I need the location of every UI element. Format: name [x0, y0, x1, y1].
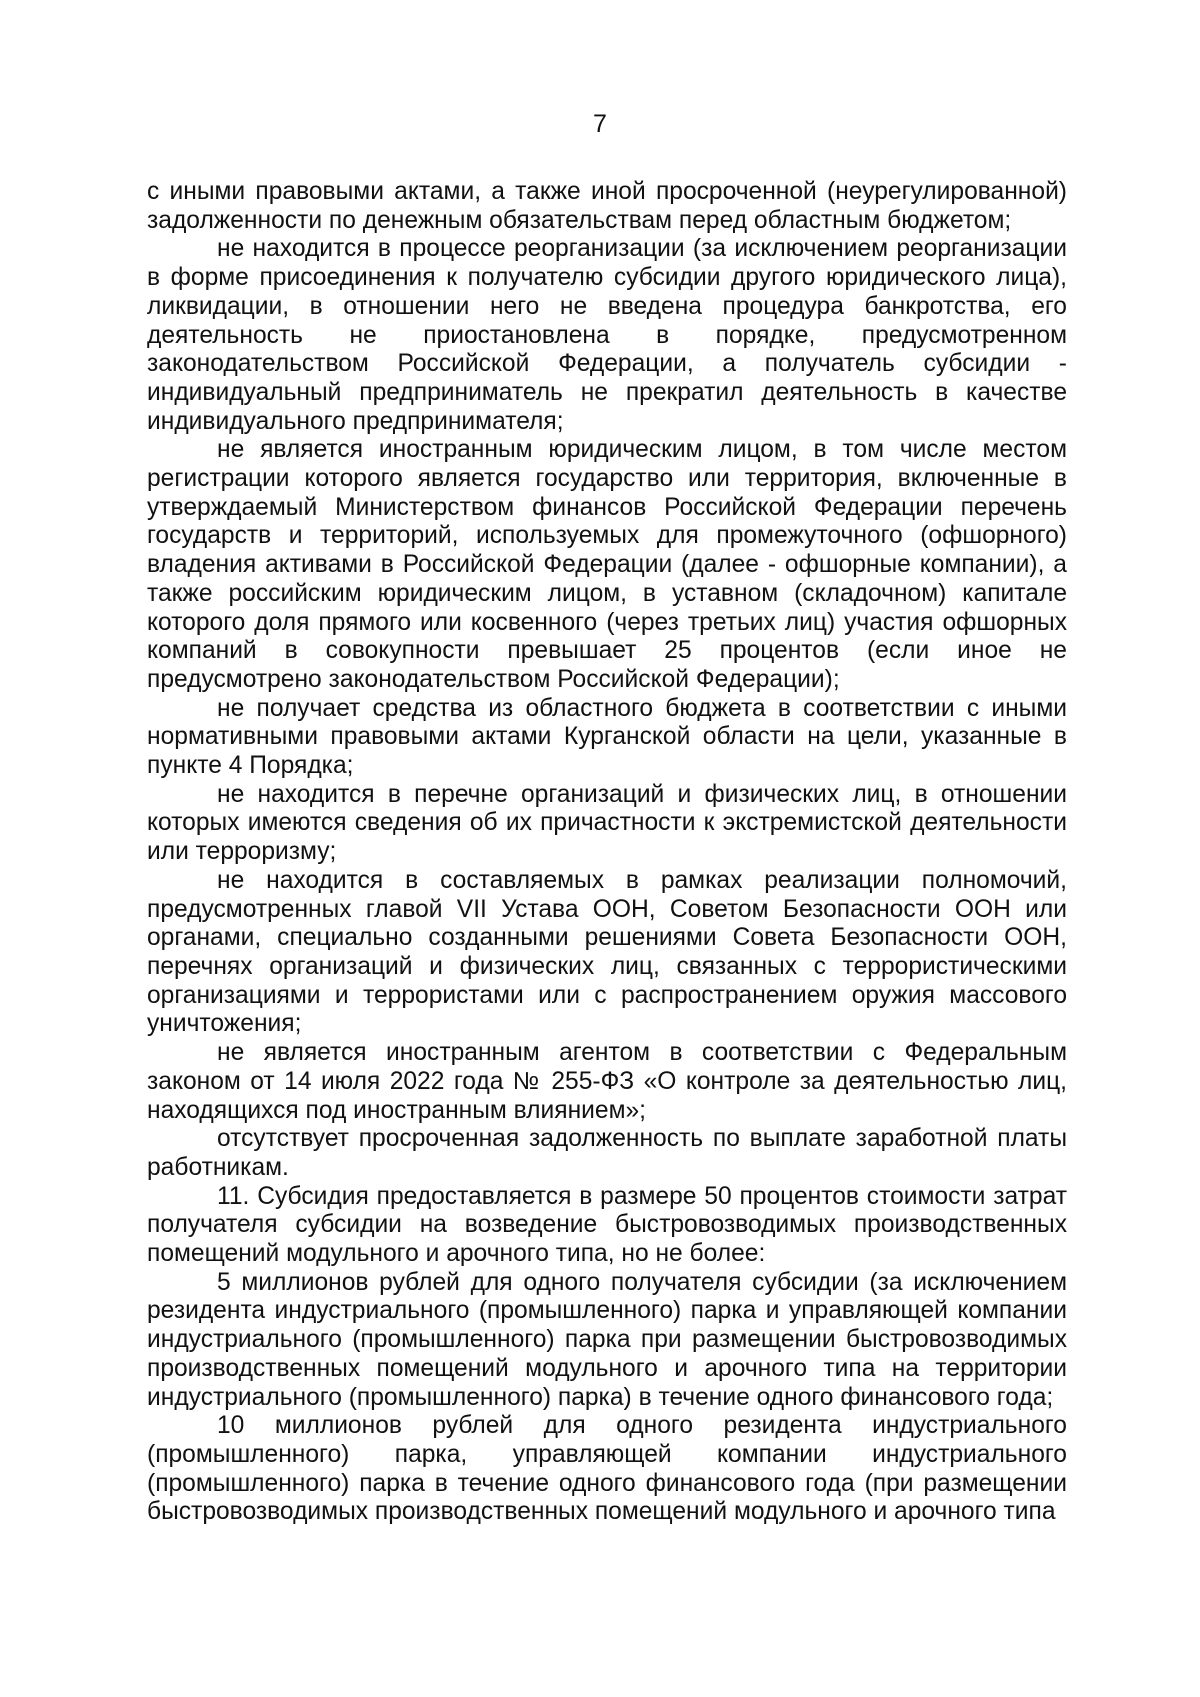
document-body — [147, 178, 1067, 1527]
paragraph-item-11: 11. Субсидия предоставляется в размере 50 процентов стоимости затрат получателя субсидии на возведение быстровозводимых производственных помещений модульного и арочного типа, но не более: — [147, 1182, 1067, 1268]
paragraph-continuation: с иными правовыми актами, а также иной просроченной (неурегулированной) задолженности по денежным обязательствам перед областным бюджетом; — [147, 178, 1067, 234]
paragraph-foreign-entity: не является иностранным юридическим лицом, в том числе местом регистрации которого является государство или территория, включенные в утверждаемый Министерством финансов Российской Федерации перечень государств и территорий, используемых для промежуточного (офшорного) владения активами в Российской Федерации (далее - офшорные компании), а также российским юридическим лицом, в уставном (складочном) капитале которого доля прямого или косвенного (через третьих лиц) участия офшорных компаний в совокупности превышает 25 процентов (если иное не предусмотрено законодательством Российской Федерации); — [147, 436, 1067, 693]
paragraph-extremism-list: не находится в перечне организаций и физических лиц, в отношении которых имеются сведения об их причастности к экстремистской деятельности или терроризму; — [147, 780, 1067, 866]
page-number: 7 — [593, 110, 607, 138]
paragraph-limit-5-million: 5 миллионов рублей для одного получателя субсидии (за исключением резидента индустриального (промышленного) парка и управляющей компании индустриального (промышленного) парка при размещении быстровозводимых производственных помещений модульного и арочного типа на территории индустриального (промышленного) парка) в течение одного финансового года; — [147, 1268, 1067, 1411]
paragraph-reorganization: не находится в процессе реорганизации (за исключением реорганизации в форме присоединения к получателю субсидии другого юридического лица), ликвидации, в отношении него не введена процедура банкротства, его деятельность не приостановлена в порядке, предусмотренном законодательством Российской Федерации, а получатель субсидии - индивидуальный предприниматель не прекратил деятельность в качестве индивидуального предпринимателя; — [147, 235, 1067, 435]
paragraph-wage-arrears: отсутствует просроченная задолженность по выплате заработной платы работникам. — [147, 1125, 1067, 1181]
paragraph-limit-10-million: 10 миллионов рублей для одного резидента индустриального (промышленного) парка, управляющей компании индустриального (промышленного) парка в течение одного финансового года (при размещении быстровозводимых производственных помещений модульного и арочного типа — [147, 1412, 1067, 1526]
paragraph-foreign-agent: не является иностранным агентом в соответствии с Федеральным законом от 14 июля 2022 года № 255-ФЗ «О контроле за деятельностью лиц, находящихся под иностранным влиянием»; — [147, 1039, 1067, 1124]
paragraph-un-lists: не находится в составляемых в рамках реализации полномочий, предусмотренных главой VII Устава ООН, Советом Безопасности ООН или органами, специально созданными решениями Совета Безопасности ООН, перечнях организаций и физических лиц, связанных с террористическими организациями и террористами или с распространением оружия массового уничтожения; — [147, 866, 1067, 1038]
paragraph-regional-funds: не получает средства из областного бюджета в соответствии с иными нормативными правовыми актами Курганской области на цели, указанные в пункте 4 Порядка; — [147, 694, 1067, 780]
